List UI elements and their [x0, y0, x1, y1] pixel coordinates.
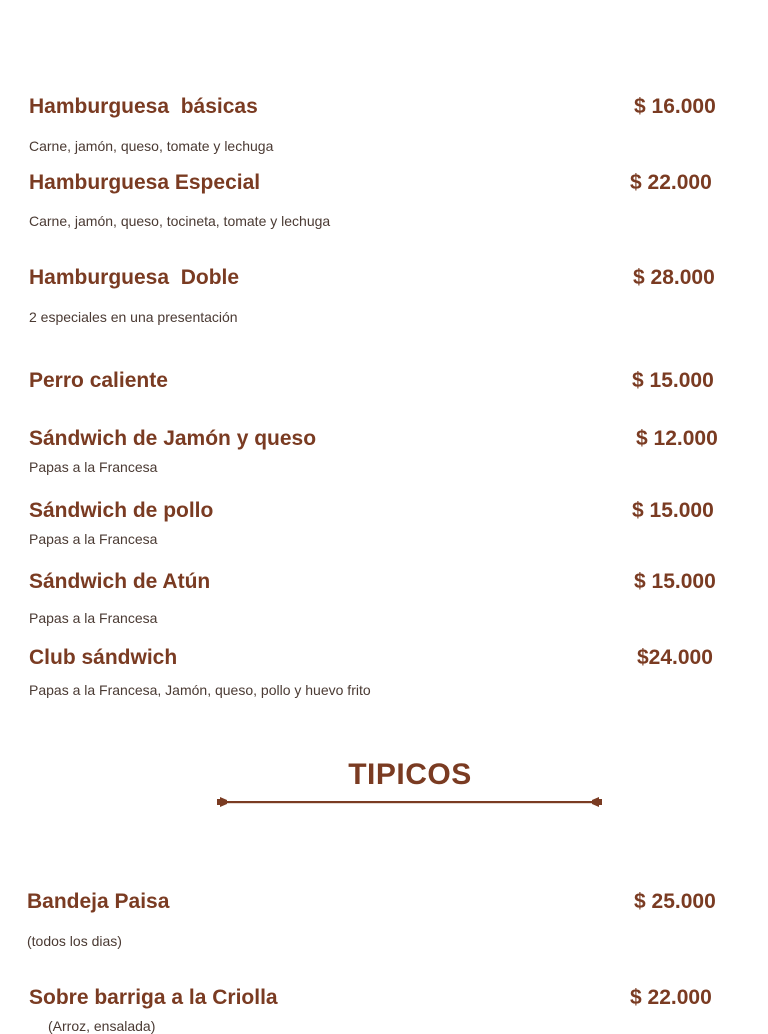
item-price: $ 12.000 [636, 427, 718, 450]
item-price: $ 22.000 [630, 171, 712, 194]
item-name: Bandeja Paisa [27, 890, 170, 913]
item-description: (Arroz, ensalada) [48, 1018, 156, 1034]
item-name: Sándwich de Atún [29, 570, 211, 593]
item-description: Carne, jamón, queso, tomate y lechuga [29, 138, 274, 154]
item-name: Perro caliente [29, 369, 168, 392]
item-description: Papas a la Francesa [29, 610, 158, 626]
item-name: Club sándwich [29, 646, 178, 669]
item-name: Hamburguesa Doble [29, 266, 240, 289]
item-price: $ 22.000 [630, 986, 712, 1009]
item-price: $ 25.000 [634, 890, 716, 913]
item-name: Hamburguesa básicas [29, 95, 258, 118]
item-description: Papas a la Francesa, Jamón, queso, pollo y huevo frito [29, 682, 371, 698]
item-description: (todos los dias) [27, 933, 122, 949]
item-price: $ 16.000 [634, 95, 716, 118]
item-name: Sobre barriga a la Criolla [29, 986, 278, 1009]
item-description: Papas a la Francesa [29, 531, 158, 547]
item-description: Papas a la Francesa [29, 459, 158, 475]
ornamental-divider [217, 795, 602, 809]
item-price: $ 15.000 [632, 499, 714, 522]
item-name: Sándwich de Jamón y queso [29, 427, 317, 450]
item-price: $24.000 [637, 646, 713, 669]
section-title-tipicos: TIPICOS [348, 758, 472, 791]
item-price: $ 15.000 [634, 570, 716, 593]
item-price: $ 28.000 [633, 266, 715, 289]
item-name: Sándwich de pollo [29, 499, 214, 522]
item-description: Carne, jamón, queso, tocineta, tomate y lechuga [29, 213, 331, 229]
item-description: 2 especiales en una presentación [29, 309, 238, 325]
item-price: $ 15.000 [632, 369, 714, 392]
item-name: Hamburguesa Especial [29, 171, 261, 194]
